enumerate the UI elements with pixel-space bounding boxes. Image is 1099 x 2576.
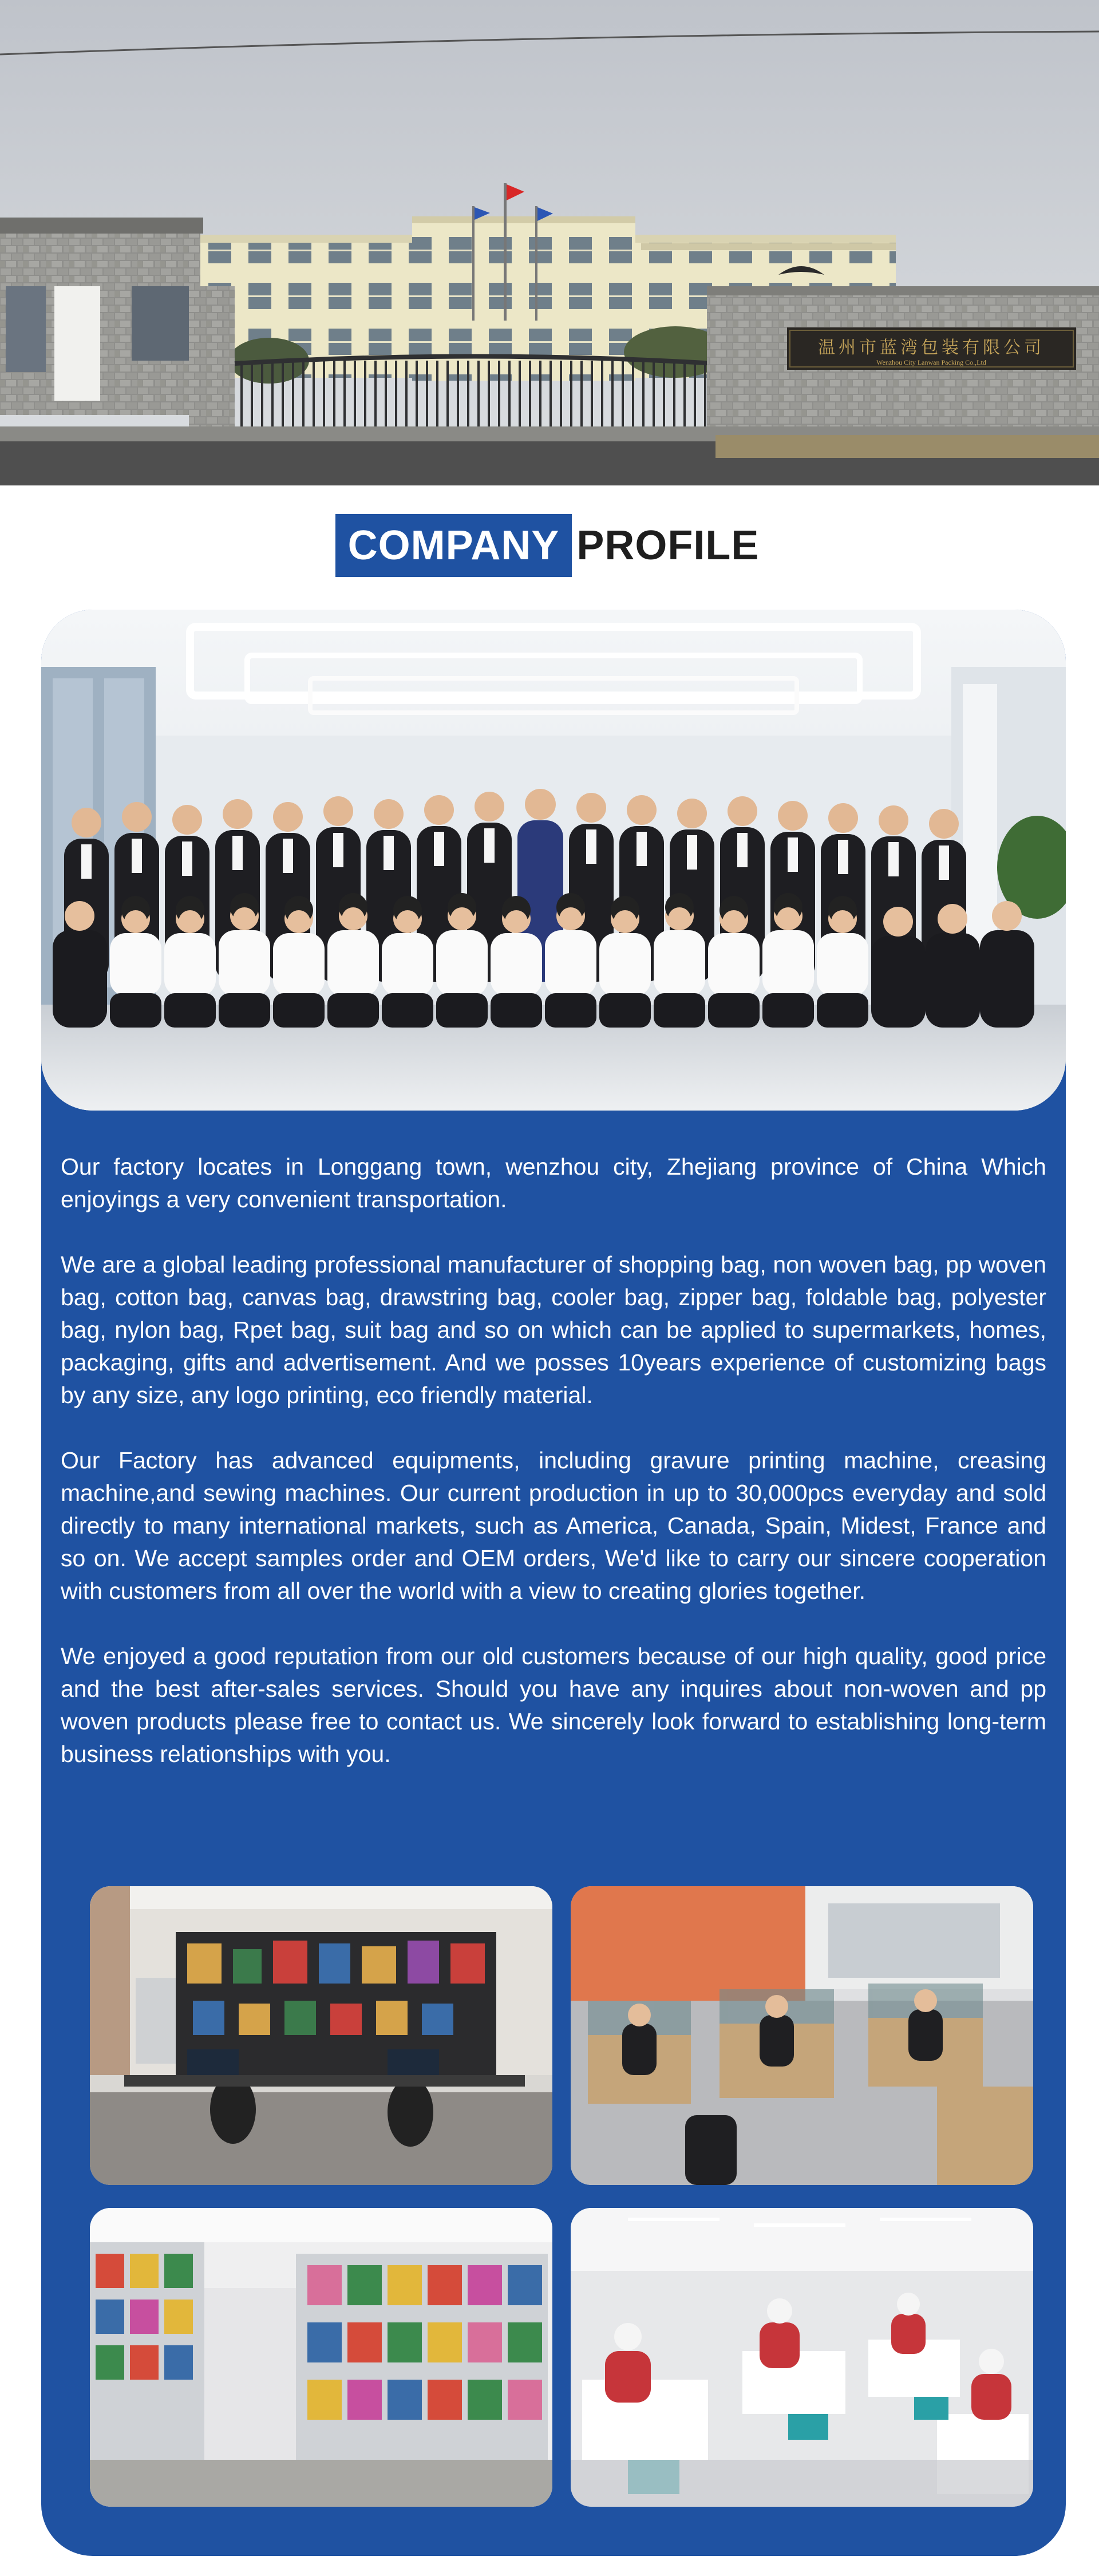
paragraph-reputation: We enjoyed a good reputation from our old customers because of our high quality, good price and the best after-sales services. Should you have any inquires about non-woven and pp woven products please free to contact us. We sincerely look forward to establishing long-term business relationships with you. <box>61 1643 1046 1767</box>
paragraph-location: Our factory locates in Longgang town, wenzhou city, Zhejiang province of China Which enjoyings a very convenient transportation. <box>61 1153 1046 1212</box>
profile-text <box>61 1151 1046 1771</box>
company-sign-en: Wenzhou City Lanwan Packing Co.,Ltd <box>876 358 986 366</box>
company-profile-panel <box>41 610 1066 2556</box>
office-photo <box>90 1886 552 2185</box>
paragraph-equipment: Our Factory has advanced equipments, including gravure printing machine, creasing machine,and sewing machines. Our current production in up to 30,000pcs everyday and sold directly to many international markets, such as America, Canada, Spain, Midest, France and so on. We accept samples order and OEM orders, We'd like to carry our sincere cooperation with customers from all over the world with a view to creating glories together. <box>61 1447 1046 1604</box>
team-group-photo <box>41 610 1066 1111</box>
showroom-photo <box>90 2208 552 2507</box>
title-profile: PROFILE <box>576 523 760 568</box>
paragraph-products: We are a global leading professional manufacturer of shopping bag, non woven bag, pp woven bag, cotton bag, canvas bag, drawstring bag, cooler bag, zipper bag, foldable bag, polyester bag, nylon bag, Rpet bag, suit bag and so on which can be applied to supermarkets, homes, packaging, gifts and advertisement. And we posses 10years experience of customizing bags by any size, any logo printing, eco friendly material. <box>61 1251 1046 1408</box>
company-sign-cn: 温州市蓝湾包装有限公司 <box>818 338 1045 358</box>
sewing-workshop-photo <box>571 2208 1033 2507</box>
office-staff-photo <box>571 1886 1033 2185</box>
title-company: COMPANY <box>335 514 572 577</box>
title-box <box>335 514 764 577</box>
section-title <box>0 485 1099 606</box>
factory-exterior-photo <box>0 0 1099 485</box>
